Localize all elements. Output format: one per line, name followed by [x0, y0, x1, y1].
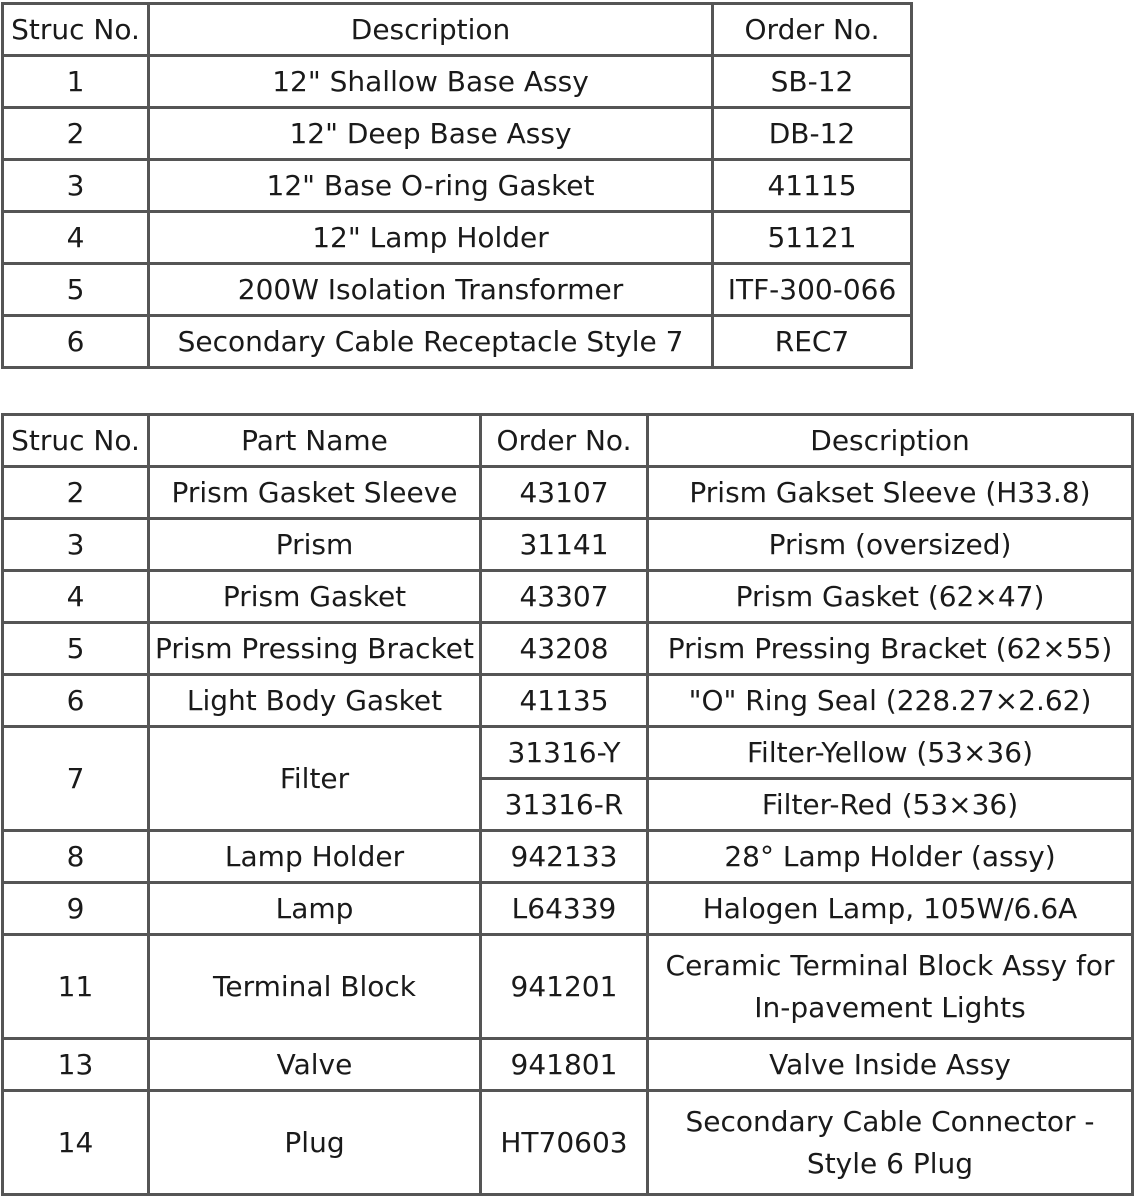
cell-part-name: Light Body Gasket — [149, 675, 481, 727]
table-header-row — [3, 4, 912, 56]
cell-struc-no: 11 — [3, 935, 149, 1039]
header-description: Description — [648, 415, 1133, 467]
header-order-no: Order No. — [481, 415, 648, 467]
cell-description: 12" Lamp Holder — [149, 212, 713, 264]
cell-struc-no: 2 — [3, 467, 149, 519]
cell-part-name: Lamp Holder — [149, 831, 481, 883]
cell-order-no: DB-12 — [713, 108, 912, 160]
cell-description: Prism Gakset Sleeve (H33.8) — [648, 467, 1133, 519]
cell-description: 28° Lamp Holder (assy) — [648, 831, 1133, 883]
cell-struc-no: 2 — [3, 108, 149, 160]
cell-struc-no: 4 — [3, 212, 149, 264]
cell-description: 12" Deep Base Assy — [149, 108, 713, 160]
cell-description: 12" Shallow Base Assy — [149, 56, 713, 108]
cell-part-name: Filter — [149, 727, 481, 831]
cell-part-name: Lamp — [149, 883, 481, 935]
table-row — [3, 316, 912, 368]
table-row — [3, 108, 912, 160]
cell-order-no: 41135 — [481, 675, 648, 727]
cell-part-name: Plug — [149, 1091, 481, 1195]
cell-part-name: Terminal Block — [149, 935, 481, 1039]
cell-description: Prism Gasket (62×47) — [648, 571, 1133, 623]
header-description: Description — [149, 4, 713, 56]
cell-order-no: 43107 — [481, 467, 648, 519]
cell-part-name: Prism Gasket Sleeve — [149, 467, 481, 519]
cell-struc-no: 5 — [3, 623, 149, 675]
header-part-name: Part Name — [149, 415, 481, 467]
cell-part-name: Valve — [149, 1039, 481, 1091]
header-order-no: Order No. — [713, 4, 912, 56]
cell-part-name: Prism — [149, 519, 481, 571]
cell-struc-no: 5 — [3, 264, 149, 316]
cell-struc-no: 6 — [3, 675, 149, 727]
cell-struc-no: 14 — [3, 1091, 149, 1195]
cell-order-no: 43208 — [481, 623, 648, 675]
table-row — [3, 519, 1133, 571]
cell-order-no: ITF-300-066 — [713, 264, 912, 316]
table-row — [3, 1091, 1133, 1195]
table-row — [3, 160, 912, 212]
cell-description: Secondary Cable Receptacle Style 7 — [149, 316, 713, 368]
light-parts-table — [1, 413, 1134, 1196]
cell-struc-no: 9 — [3, 883, 149, 935]
cell-struc-no: 7 — [3, 727, 149, 831]
cell-order-no: 43307 — [481, 571, 648, 623]
cell-order-no: HT70603 — [481, 1091, 648, 1195]
cell-order-no: 31316-Y — [481, 727, 648, 779]
cell-order-no: REC7 — [713, 316, 912, 368]
table-row — [3, 883, 1133, 935]
table-header-row — [3, 415, 1133, 467]
cell-struc-no: 6 — [3, 316, 149, 368]
cell-description: Filter-Yellow (53×36) — [648, 727, 1133, 779]
table-row — [3, 264, 912, 316]
cell-struc-no: 3 — [3, 160, 149, 212]
cell-struc-no: 4 — [3, 571, 149, 623]
cell-order-no: 31141 — [481, 519, 648, 571]
base-parts-table — [1, 2, 913, 369]
cell-description: Ceramic Terminal Block Assy for In-pavement Lights — [648, 935, 1133, 1039]
table-row — [3, 1039, 1133, 1091]
cell-struc-no: 3 — [3, 519, 149, 571]
cell-struc-no: 13 — [3, 1039, 149, 1091]
table-row — [3, 623, 1133, 675]
cell-description: Secondary Cable Connector - Style 6 Plug — [648, 1091, 1133, 1195]
cell-description: Valve Inside Assy — [648, 1039, 1133, 1091]
cell-order-no: 941801 — [481, 1039, 648, 1091]
table-row — [3, 831, 1133, 883]
cell-order-no: SB-12 — [713, 56, 912, 108]
cell-part-name: Prism Gasket — [149, 571, 481, 623]
table-row — [3, 56, 912, 108]
cell-order-no: 31316-R — [481, 779, 648, 831]
cell-order-no: 941201 — [481, 935, 648, 1039]
cell-description: "O" Ring Seal (228.27×2.62) — [648, 675, 1133, 727]
cell-order-no: L64339 — [481, 883, 648, 935]
table-row — [3, 467, 1133, 519]
cell-description: Prism Pressing Bracket (62×55) — [648, 623, 1133, 675]
cell-order-no: 51121 — [713, 212, 912, 264]
cell-order-no: 942133 — [481, 831, 648, 883]
cell-part-name: Prism Pressing Bracket — [149, 623, 481, 675]
header-struc-no: Struc No. — [3, 415, 149, 467]
cell-description: 200W Isolation Transformer — [149, 264, 713, 316]
cell-struc-no: 1 — [3, 56, 149, 108]
table-row — [3, 675, 1133, 727]
table-row — [3, 727, 1133, 779]
cell-struc-no: 8 — [3, 831, 149, 883]
header-struc-no: Struc No. — [3, 4, 149, 56]
table-row — [3, 935, 1133, 1039]
cell-description: Prism (oversized) — [648, 519, 1133, 571]
cell-order-no: 41115 — [713, 160, 912, 212]
table-row — [3, 212, 912, 264]
table-row — [3, 571, 1133, 623]
cell-description: 12" Base O-ring Gasket — [149, 160, 713, 212]
cell-description: Halogen Lamp, 105W/6.6A — [648, 883, 1133, 935]
cell-description: Filter-Red (53×36) — [648, 779, 1133, 831]
